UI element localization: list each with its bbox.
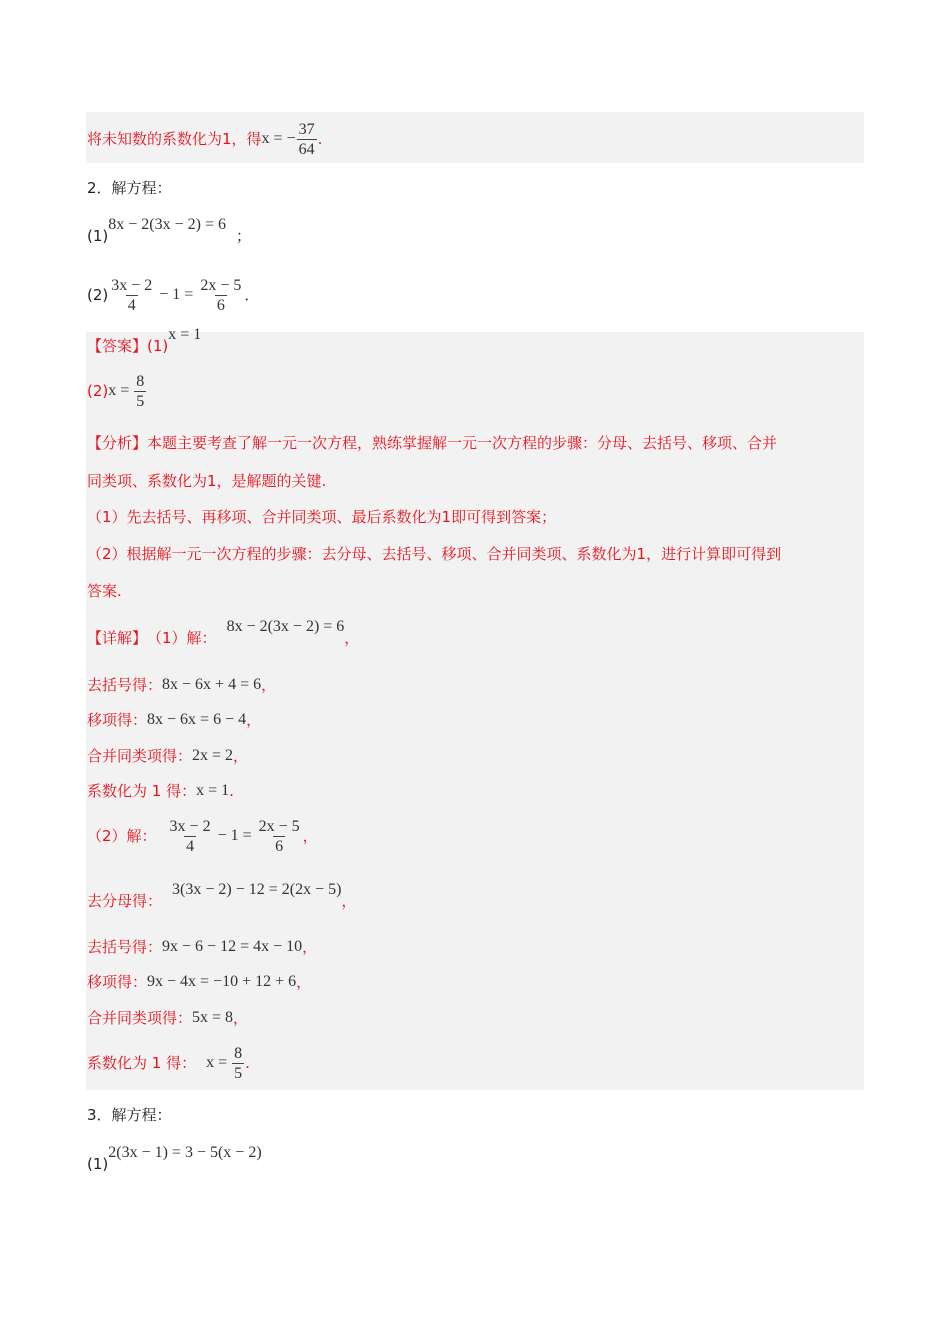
detail-part2-header <box>87 815 318 857</box>
detail-t5-lhs: x = <box>206 1054 232 1071</box>
analysis-text5: 答案. <box>87 582 122 600</box>
detail-t5-label: 系数化为 1 得： <box>87 1054 197 1072</box>
q3-title <box>87 1105 172 1125</box>
q3-part1-eq: 2(3x − 1) = 3 − 5(x − 2) <box>108 1144 262 1161</box>
detail-t4 <box>87 1008 248 1028</box>
q2-part1-eq: 8x − 2(3x − 2) = 6 <box>108 216 226 233</box>
answer-2-fraction <box>134 373 146 410</box>
detail-part1-header <box>87 618 360 648</box>
detail-t1 <box>87 881 357 911</box>
detail-t1-eq: 3(3x − 2) − 12 = 2(2x − 5) <box>172 881 342 898</box>
q2-part2-frac2-num: 2x − 5 <box>200 276 242 294</box>
q3-part1 <box>87 1144 262 1174</box>
detail-t3-label: 移项得： <box>87 973 148 991</box>
detail-step4-eq: x = 1 <box>196 782 230 799</box>
detail-part2-label: （2）解： <box>87 827 157 845</box>
intro-line <box>87 119 322 159</box>
detail-part2-frac1 <box>168 818 213 855</box>
intro-frac-den: 64 <box>298 140 315 158</box>
detail-t5-frac-den: 5 <box>234 1064 243 1082</box>
q2-part2-label: (2) <box>87 286 109 304</box>
detail-step4 <box>87 781 234 801</box>
q3-part1-label: (1) <box>87 1155 109 1173</box>
analysis-line5 <box>87 581 122 601</box>
detail-t5-dot: . <box>245 1054 250 1072</box>
intro-end: . <box>317 130 323 148</box>
analysis-tag: 【分析】 <box>87 434 148 452</box>
detail-part2-comma: ， <box>302 827 318 845</box>
analysis-line3 <box>87 507 556 527</box>
detail-part2-mid: − 1 = <box>213 827 256 844</box>
answer-2-lhs: x = <box>108 382 134 399</box>
answer-tag: 【答案】 <box>87 337 148 355</box>
detail-t2 <box>87 937 317 957</box>
q3-title-text: 3．解方程： <box>87 1106 172 1124</box>
detail-part2-frac2-den: 6 <box>275 837 284 855</box>
detail-t5-frac-num: 8 <box>234 1044 243 1062</box>
intro-fraction <box>297 121 317 158</box>
detail-step1 <box>87 675 276 695</box>
detail-t3 <box>87 972 311 992</box>
detail-step2 <box>87 710 261 730</box>
intro-frac-num: 37 <box>298 120 315 138</box>
intro-lhs: x = − <box>261 130 296 147</box>
q2-part2-frac1-den: 4 <box>127 296 136 314</box>
q2-part2-end: ． <box>244 286 260 304</box>
detail-part2-frac1-den: 4 <box>186 837 195 855</box>
detail-t1-comma: ， <box>341 892 357 910</box>
detail-part1-label: （1）解： <box>147 629 217 647</box>
q2-part2-frac1-num: 3x − 2 <box>111 276 153 294</box>
detail-step4-dot: . <box>229 782 234 800</box>
detail-t1-label: 去分母得： <box>87 892 163 910</box>
detail-step2-label: 移项得： <box>87 711 148 729</box>
detail-t2-comma: ， <box>302 938 318 956</box>
q2-part2-mid: − 1 = <box>155 286 198 303</box>
q2-part1-end: ； <box>235 227 251 245</box>
q2-part2-frac2 <box>198 277 243 314</box>
answer-2-frac-num: 8 <box>136 372 145 390</box>
detail-part2-frac1-num: 3x − 2 <box>169 817 211 835</box>
detail-part2-frac2 <box>257 818 302 855</box>
detail-t5 <box>87 1042 250 1084</box>
answer-line2 <box>87 370 147 412</box>
q2-part2 <box>87 274 259 316</box>
detail-part2-frac2-num: 2x − 5 <box>258 817 300 835</box>
q2-part1-label: (1) <box>87 227 109 245</box>
analysis-line2 <box>87 471 326 491</box>
analysis-line1 <box>87 433 777 453</box>
detail-t3-eq: 9x − 4x = −10 + 12 + 6 <box>147 973 297 990</box>
q2-part2-frac2-den: 6 <box>216 296 225 314</box>
detail-tag: 【详解】 <box>87 629 148 647</box>
detail-part1-eq: 8x − 2(3x − 2) = 6 <box>226 618 345 635</box>
detail-step2-comma: ， <box>246 711 262 729</box>
answer-1-label: (1) <box>147 337 169 355</box>
q2-part2-frac1 <box>109 277 154 314</box>
answer-line1 <box>87 326 202 356</box>
q2-part1 <box>87 216 251 246</box>
detail-step3-comma: ， <box>233 747 249 765</box>
answer-1-eq: x = 1 <box>168 326 202 343</box>
detail-step1-comma: ， <box>261 676 277 694</box>
detail-step1-eq: 8x − 6x + 4 = 6 <box>162 676 262 693</box>
answer-2-label: (2) <box>87 382 109 400</box>
detail-step3-eq: 2x = 2 <box>192 747 234 764</box>
detail-t5-fraction <box>232 1045 244 1082</box>
analysis-text2: 同类项、系数化为1，是解题的关键. <box>87 472 327 490</box>
detail-step1-label: 去括号得： <box>87 676 163 694</box>
analysis-text3: （1）先去括号、再移项、合并同类项、最后系数化为1即可得到答案； <box>87 508 557 526</box>
detail-t4-label: 合并同类项得： <box>87 1009 193 1027</box>
analysis-text1: 本题主要考查了解一元一次方程，熟练掌握解一元一次方程的步骤：分母、去括号、移项、合并 <box>147 434 778 452</box>
detail-t4-comma: ， <box>233 1009 249 1027</box>
q2-title <box>87 178 172 198</box>
intro-text: 将未知数的系数化为1，得 <box>87 130 262 148</box>
analysis-text4: （2）根据解一元一次方程的步骤：去分母、去括号、移项、合并同类项、系数化为1，进行计算即可得到 <box>87 545 782 563</box>
detail-part1-comma: ， <box>344 629 360 647</box>
detail-t2-eq: 9x − 6 − 12 = 4x − 10 <box>162 938 303 955</box>
q2-title-text: 2．解方程： <box>87 179 172 197</box>
analysis-line4 <box>87 544 781 564</box>
detail-step3 <box>87 746 248 766</box>
detail-t4-eq: 5x = 8 <box>192 1009 234 1026</box>
detail-step2-eq: 8x − 6x = 6 − 4 <box>147 711 247 728</box>
detail-t2-label: 去括号得： <box>87 938 163 956</box>
detail-step4-label: 系数化为 1 得： <box>87 782 197 800</box>
detail-t3-comma: ， <box>296 973 312 991</box>
answer-2-frac-den: 5 <box>136 392 145 410</box>
detail-step3-label: 合并同类项得： <box>87 747 193 765</box>
